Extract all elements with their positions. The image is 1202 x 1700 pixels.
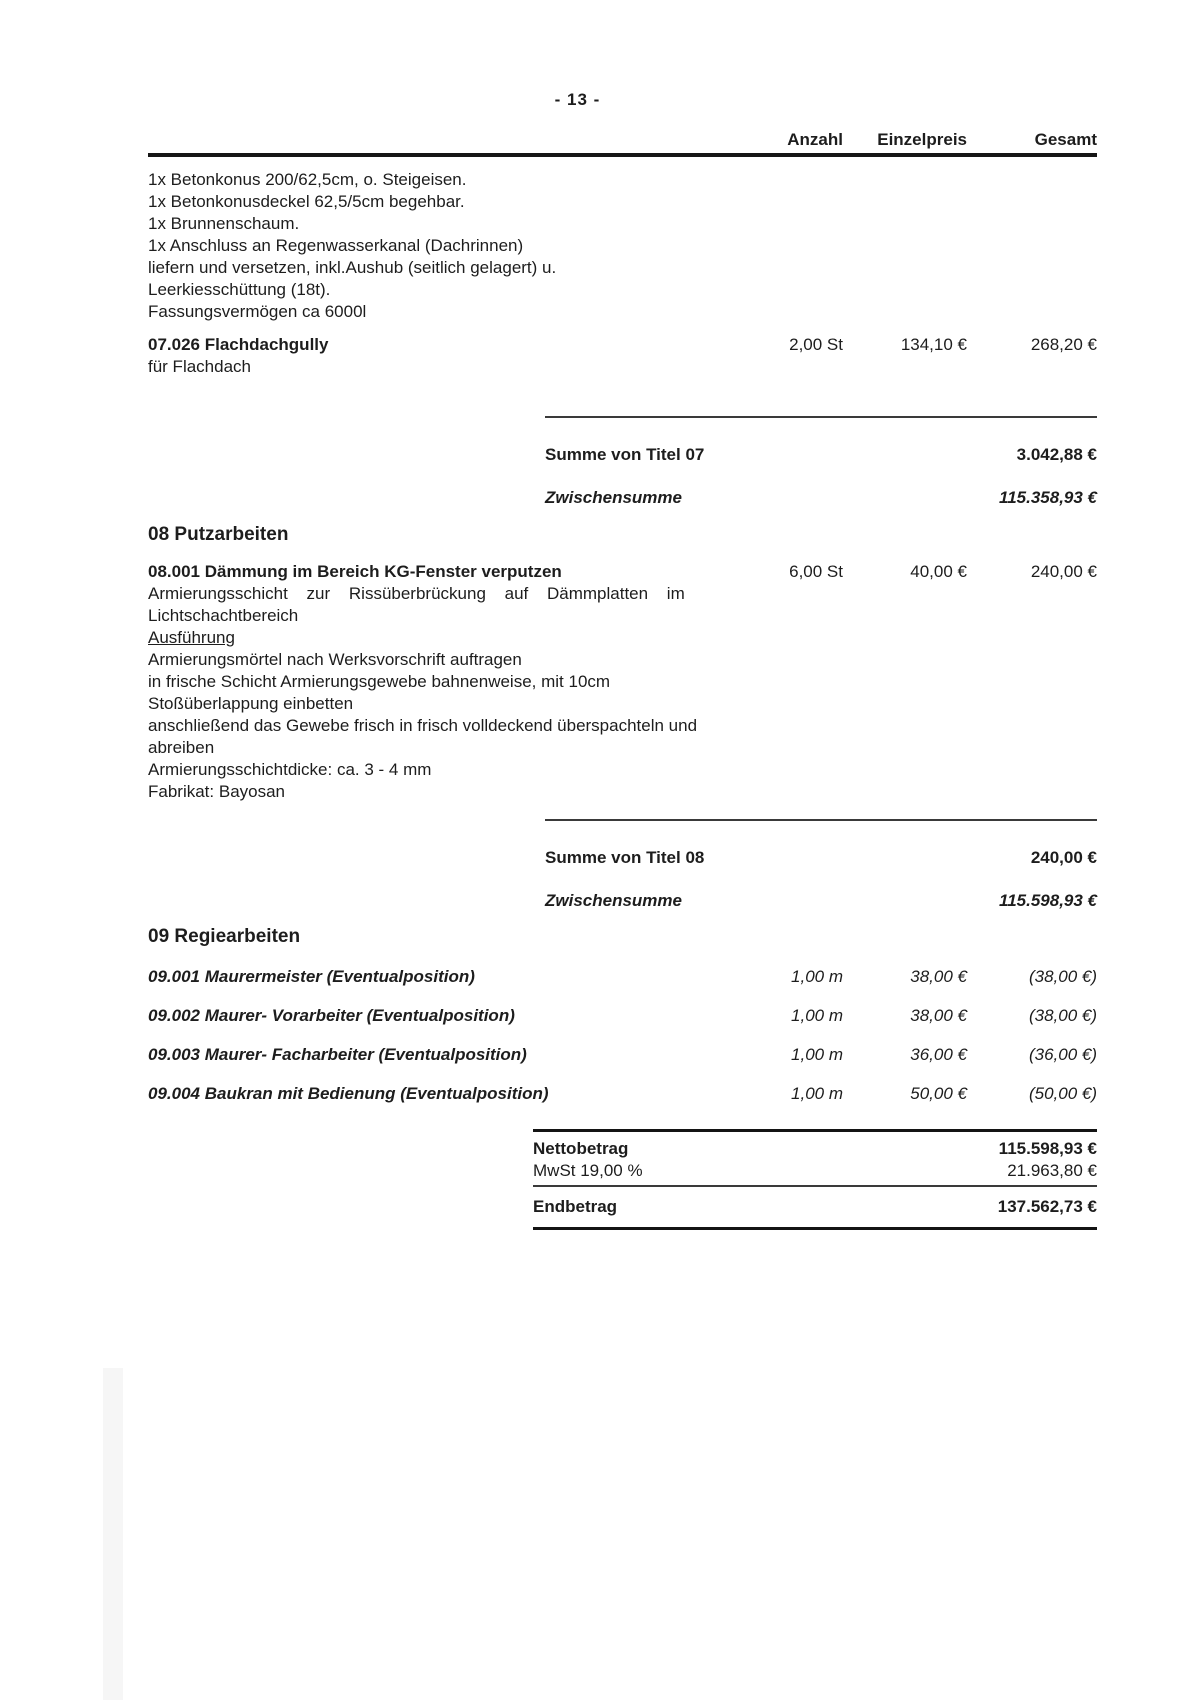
summe-titel-08-label: Summe von Titel 08 [545, 848, 705, 867]
position-title: 08.001 Dämmung im Bereich KG-Fenster verputzen [148, 562, 562, 581]
description-line: Stoßüberlappung einbetten [148, 694, 354, 713]
nettobetrag-row [533, 1138, 1097, 1160]
position-anzahl: 1,00 m [791, 1045, 843, 1064]
regie-positions-list [148, 966, 1097, 1105]
column-header-gesamt: Gesamt [1034, 130, 1097, 149]
position-08-001-description [148, 583, 723, 803]
intro-line: Leerkiesschüttung (18t). [148, 280, 331, 299]
summary-titel-08-block [545, 819, 1097, 912]
position-07-026-row [148, 334, 1097, 356]
description-line: Armierungsschicht zur Rissüberbrückung auf Dämmplatten im [148, 584, 685, 603]
mwst-value: 21.963,80 € [1007, 1161, 1097, 1180]
regie-position-row [148, 1083, 1097, 1105]
description-line: Armierungsschichtdicke: ca. 3 - 4 mm [148, 760, 432, 779]
totals-block [533, 1129, 1097, 1230]
position-title: 09.002 Maurer- Vorarbeiter (Eventualposition) [148, 1006, 515, 1025]
position-gesamt: (50,00 €) [1028, 1084, 1097, 1103]
description-line: Fabrikat: Bayosan [148, 782, 286, 801]
position-anzahl: 1,00 m [791, 967, 843, 986]
column-header-anzahl: Anzahl [787, 130, 843, 149]
description-line: anschließend das Gewebe frisch in frisch volldeckend überspachteln und [148, 716, 698, 735]
position-title: 09.001 Maurermeister (Eventualposition) [148, 967, 475, 986]
intro-line: 1x Anschluss an Regenwasserkanal (Dachrinnen) [148, 236, 524, 255]
endbetrag-label: Endbetrag [533, 1197, 618, 1216]
regie-position-row [148, 1044, 1097, 1066]
section-heading-09: 09 Regiearbeiten [148, 926, 301, 947]
summary-titel-07-block [545, 416, 1097, 509]
summe-titel-08-value: 240,00 € [1030, 848, 1097, 867]
column-header-einzelpreis: Einzelpreis [877, 130, 967, 149]
description-line: Lichtschachtbereich [148, 606, 299, 625]
table-header [148, 130, 1097, 157]
position-anzahl: 6,00 St [789, 562, 843, 581]
intro-line: liefern und versetzen, inkl.Aushub (seitlich gelagert) u. [148, 258, 557, 277]
position-gesamt: (38,00 €) [1028, 967, 1097, 986]
zwischensumme-07-label: Zwischensumme [545, 488, 682, 507]
mwst-row [533, 1160, 1097, 1187]
position-einzelpreis: 134,10 € [900, 335, 967, 354]
position-gesamt: 268,20 € [1030, 335, 1097, 354]
position-07-026-subtitle: für Flachdach [148, 357, 251, 376]
regie-position-row [148, 966, 1097, 988]
zwischensumme-08-value: 115.598,93 € [999, 891, 1097, 910]
zwischensumme-08-row [545, 890, 1097, 912]
position-gesamt: (36,00 €) [1028, 1045, 1097, 1064]
position-title: 09.003 Maurer- Facharbeiter (Eventualposition) [148, 1045, 527, 1064]
regie-position-row [148, 1005, 1097, 1027]
mwst-label: MwSt 19,00 % [533, 1161, 643, 1180]
nettobetrag-label: Nettobetrag [533, 1139, 629, 1158]
endbetrag-value: 137.562,73 € [997, 1197, 1097, 1216]
summe-titel-07-label: Summe von Titel 07 [545, 445, 705, 464]
endbetrag-row [533, 1187, 1097, 1218]
intro-line: 1x Betonkonus 200/62,5cm, o. Steigeisen. [148, 170, 467, 189]
scan-artifact-band [103, 1368, 123, 1700]
description-line: Ausführung [148, 628, 235, 647]
zwischensumme-07-row [545, 487, 1097, 509]
intro-line: 1x Betonkonusdeckel 62,5/5cm begehbar. [148, 192, 465, 211]
position-anzahl: 1,00 m [791, 1006, 843, 1025]
zwischensumme-07-value: 115.358,93 € [999, 488, 1097, 507]
summe-titel-07-row [545, 444, 1097, 466]
position-einzelpreis: 38,00 € [910, 967, 967, 986]
position-gesamt: 240,00 € [1030, 562, 1097, 581]
position-einzelpreis: 50,00 € [910, 1084, 967, 1103]
position-title: 09.004 Baukran mit Bedienung (Eventualposition) [148, 1084, 549, 1103]
summe-titel-07-value: 3.042,88 € [1016, 445, 1097, 464]
position-einzelpreis: 38,00 € [910, 1006, 967, 1025]
position-08-001-row [148, 561, 1097, 583]
position-anzahl: 2,00 St [789, 335, 843, 354]
description-line: abreiben [148, 738, 215, 757]
description-line: in frische Schicht Armierungsgewebe bahnenweise, mit 10cm [148, 672, 611, 691]
position-einzelpreis: 36,00 € [910, 1045, 967, 1064]
position-title: 07.026 Flachdachgully [148, 335, 329, 354]
intro-line: Fassungsvermögen ca 6000l [148, 302, 367, 321]
position-gesamt: (38,00 €) [1028, 1006, 1097, 1025]
description-line: Armierungsmörtel nach Werksvorschrift auftragen [148, 650, 522, 669]
section-heading-08: 08 Putzarbeiten [148, 524, 289, 545]
table-header-spacer [148, 130, 723, 150]
intro-description [148, 169, 1097, 323]
page-number: - 13 - [554, 90, 601, 109]
position-anzahl: 1,00 m [791, 1084, 843, 1103]
intro-line: 1x Brunnenschaum. [148, 214, 300, 233]
summe-titel-08-row [545, 847, 1097, 869]
nettobetrag-value: 115.598,93 € [998, 1139, 1097, 1158]
zwischensumme-08-label: Zwischensumme [545, 891, 682, 910]
position-einzelpreis: 40,00 € [910, 562, 967, 581]
